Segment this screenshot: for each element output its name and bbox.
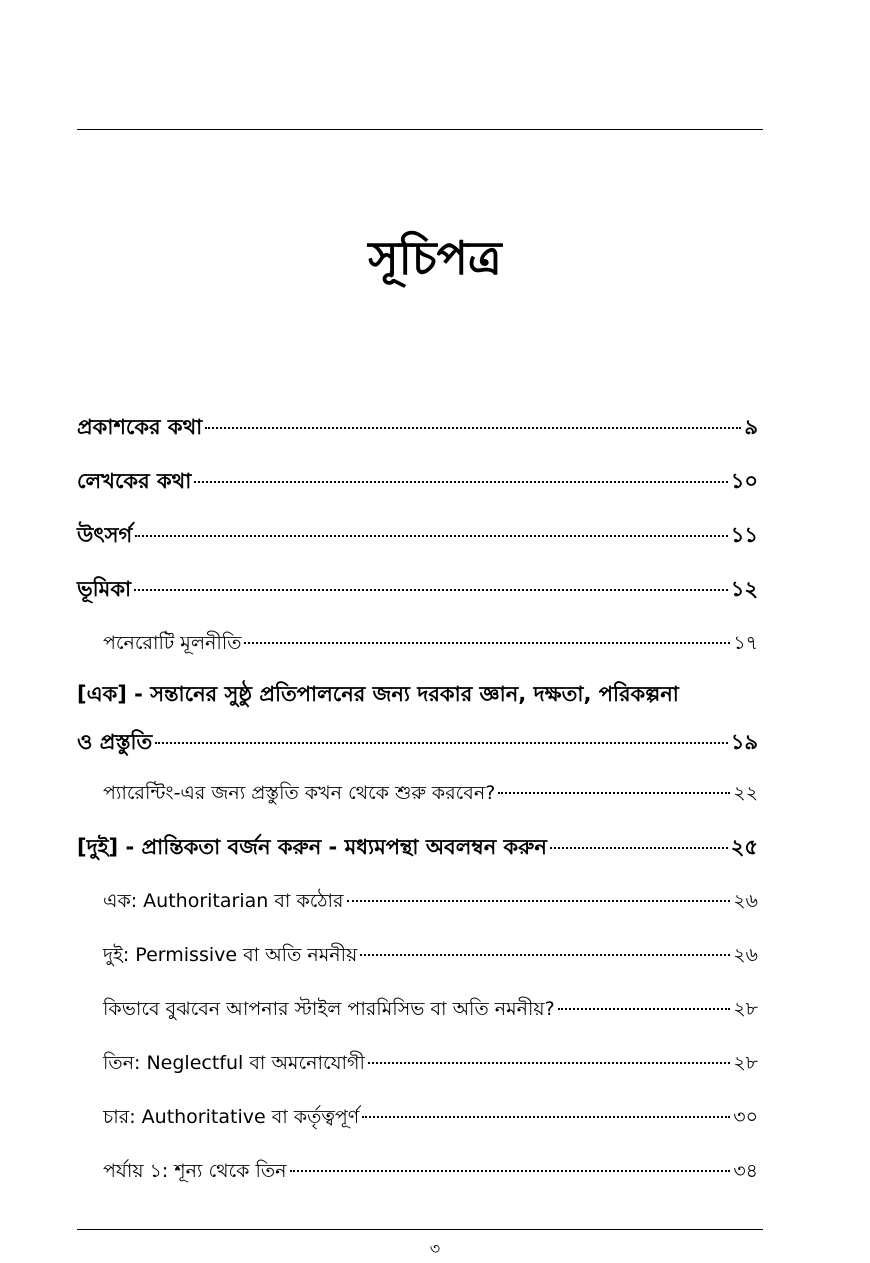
toc-entry[interactable] [77, 820, 758, 874]
toc-entry-page: ২৮ [733, 998, 758, 1020]
toc-entry-label-line1: [এক] - সন্তানের সুষ্ঠু প্রতিপালনের জন্য দরকার জ্ঞান, দক্ষতা, পরিকল্পনা [77, 682, 679, 706]
toc-entry-page: ২৫ [730, 835, 758, 859]
leader-dots [360, 954, 730, 956]
toc-entry[interactable] [77, 766, 758, 820]
leader-dots [550, 847, 728, 849]
toc-entry-label: চার: Authoritative বা কর্তৃত্বপূর্ণ [103, 1106, 360, 1128]
toc-entry[interactable] [77, 400, 758, 454]
toc-entry-label: প্রকাশকের কথা [77, 415, 203, 439]
page-title: সূচিপত্র [368, 230, 502, 285]
toc-entry[interactable] [77, 1036, 758, 1090]
toc-entry-page: ২৬ [733, 944, 758, 966]
toc-entry[interactable] [77, 928, 758, 982]
top-rule [77, 129, 763, 130]
toc-entry-label-line2: ও প্রস্তুতি [77, 730, 153, 754]
leader-dots [347, 900, 731, 902]
toc-entry[interactable] [77, 562, 758, 616]
toc-entry-page: ২৬ [733, 890, 758, 912]
toc-entry-page: ৩৪ [733, 1160, 758, 1182]
toc-entry-page: ৯ [744, 415, 758, 439]
toc-entry-label: লেখকের কথা [77, 469, 192, 493]
leader-dots [155, 742, 727, 744]
toc-entry[interactable] [77, 454, 758, 508]
toc-entry-page: ২৮ [733, 1052, 758, 1074]
toc-entry-page: ১৯ [730, 730, 758, 754]
leader-dots [134, 589, 728, 591]
toc-entry-label: পর্যায় ১: শূন্য থেকে তিন [103, 1160, 287, 1182]
toc-entry-label: উৎসর্গ [77, 523, 133, 547]
toc-entry[interactable] [77, 508, 758, 562]
toc-entry-label: [দুই] - প্রান্তিকতা বর্জন করুন - মধ্যমপন্থা অবলম্বন করুন [77, 835, 547, 859]
toc-entry[interactable] [77, 1090, 758, 1144]
toc-entry-label: ভূমিকা [77, 577, 132, 601]
toc-entry-label: প্যারেন্টিং-এর জন্য প্রস্তুতি কখন থেকে শুরু করবেন? [103, 782, 496, 804]
toc-entry[interactable] [77, 616, 758, 670]
leader-dots [205, 427, 741, 429]
toc-entry-page: ১১ [730, 523, 758, 547]
toc-entry-page: ১০ [730, 469, 758, 493]
toc-entry[interactable] [77, 1144, 758, 1198]
toc-entry-multiline[interactable] [77, 670, 758, 766]
page-number: ৩ [429, 1239, 441, 1258]
leader-dots [368, 1062, 730, 1064]
toc-entry-label: তিন: Neglectful বা অমনোযোগী [103, 1052, 365, 1074]
toc-entry-page: ১২ [730, 577, 758, 601]
leader-dots [498, 792, 730, 794]
toc-entry-page: ১৭ [733, 632, 758, 654]
toc-entry-page: ৩০ [733, 1106, 758, 1128]
leader-dots [244, 642, 730, 644]
toc-entry-line2 [77, 718, 758, 766]
leader-dots [135, 535, 728, 537]
bottom-rule [77, 1229, 763, 1230]
toc-entry-label: কিভাবে বুঝবেন আপনার স্টাইল পারমিসিভ বা অতি নমনীয়? [103, 998, 555, 1020]
leader-dots [558, 1008, 731, 1010]
toc-entry[interactable] [77, 982, 758, 1036]
toc-entry-page: ২২ [733, 782, 758, 804]
toc-entry-label: পনেরোটি মূলনীতি [103, 632, 242, 654]
leader-dots [362, 1116, 730, 1118]
toc-entry-label: দুই: Permissive বা অতি নমনীয় [103, 944, 358, 966]
leader-dots [194, 481, 727, 483]
toc-entry[interactable] [77, 874, 758, 928]
leader-dots [290, 1170, 731, 1172]
table-of-contents [77, 400, 758, 1198]
toc-entry-label: এক: Authoritarian বা কঠোর [103, 890, 344, 912]
